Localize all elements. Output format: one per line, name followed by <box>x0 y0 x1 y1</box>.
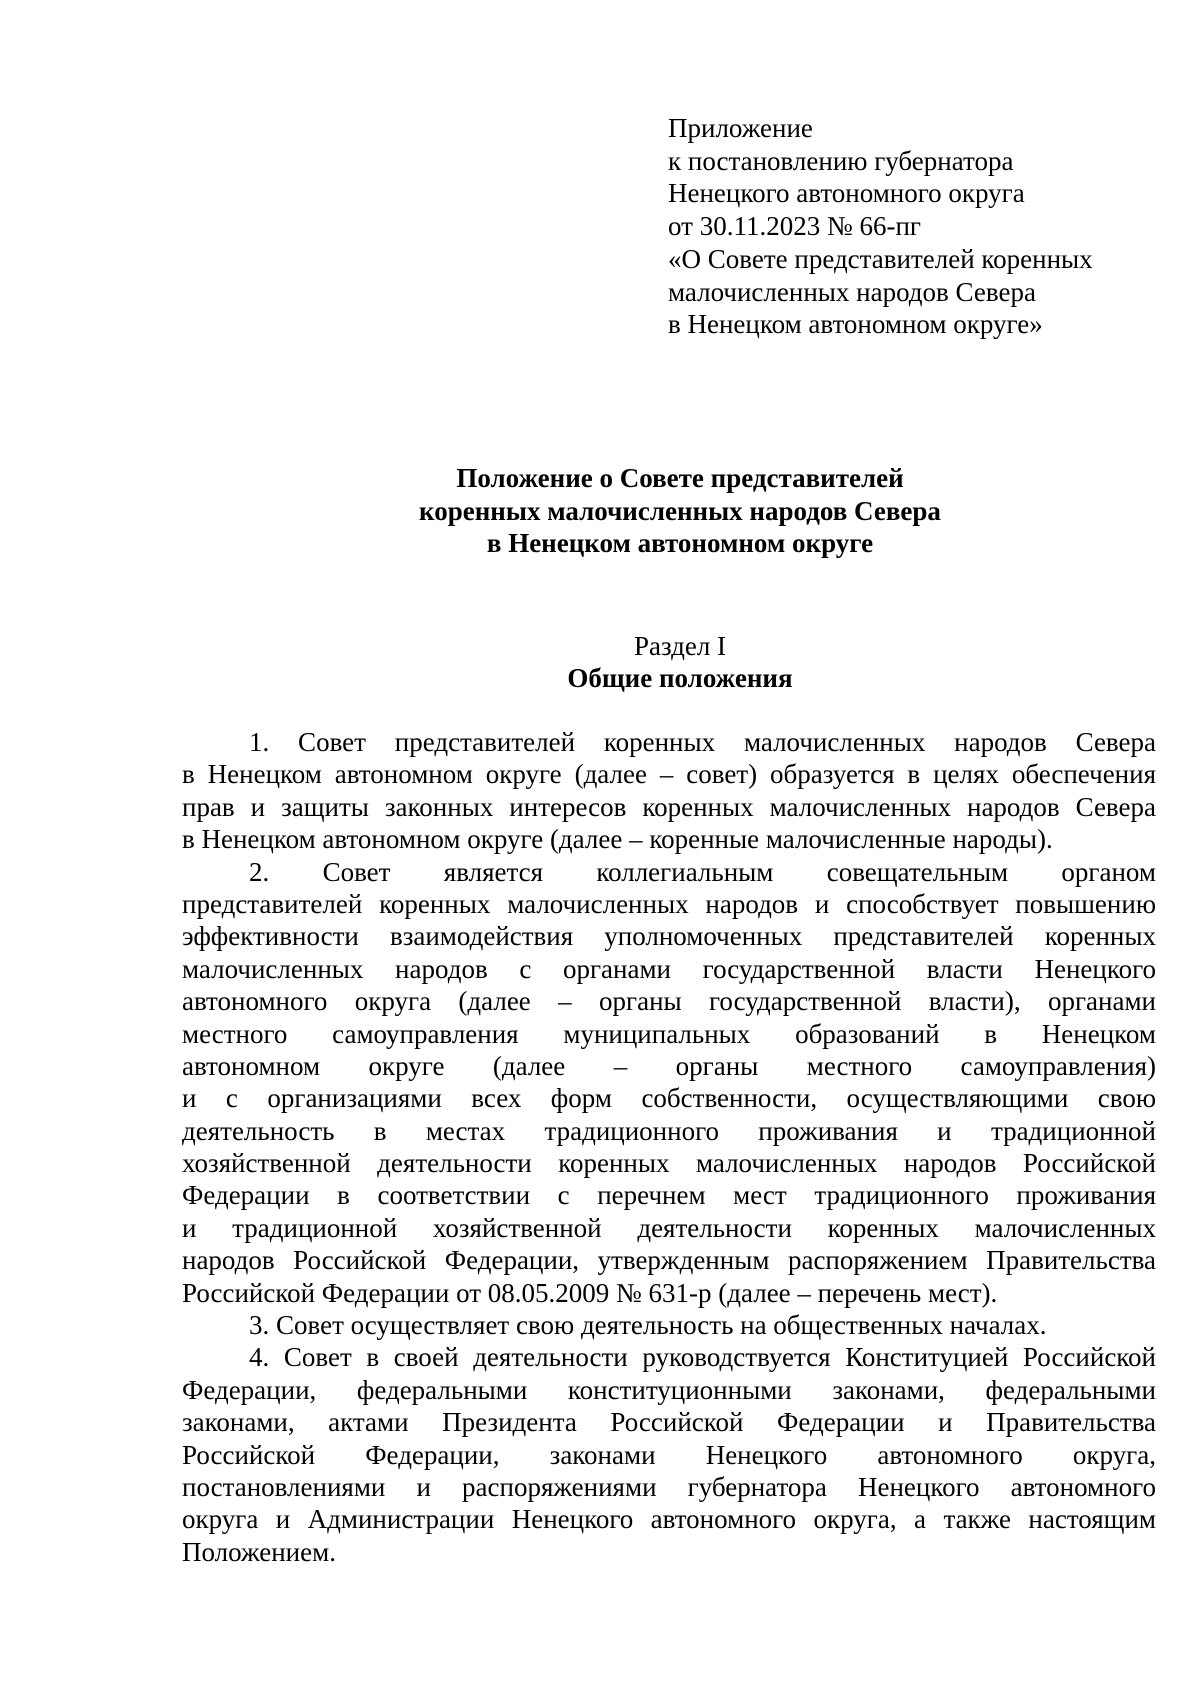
appendix-line: Приложение <box>668 113 813 143</box>
appendix-line: Ненецкого автономного округа <box>668 178 1025 209</box>
appendix-line: «О Совете представителей коренных <box>668 243 1093 274</box>
paragraph-line: малочисленных народов с органами государственной власти Ненецкого <box>182 953 1156 984</box>
appendix-line: в Ненецком автономном округе» <box>668 309 1043 340</box>
title-line: Положение о Совете представителей <box>456 463 904 493</box>
paragraph-1 <box>182 726 1156 856</box>
paragraph-line: законами, актами Президента Российской Федерации и Правительства <box>182 1407 1156 1438</box>
appendix-block <box>668 112 1148 341</box>
appendix-line: от 30.11.2023 № 66-пг <box>668 211 921 242</box>
paragraph-line: прав и защиты законных интересов коренных малочисленных народов Севера <box>182 791 1156 822</box>
paragraph-line: Российской Федерации от 08.05.2009 № 631-р (далее – перечень мест). <box>182 1277 998 1308</box>
paragraph-line: деятельность в местах традиционного проживания и традиционной <box>182 1115 1156 1146</box>
paragraph-4 <box>182 1341 1156 1568</box>
title-line: в Ненецком автономном округе <box>486 528 874 558</box>
paragraph-line: 3. Совет осуществляет свою деятельность на общественных началах. <box>249 1310 1047 1341</box>
appendix-line: к постановлению губернатора <box>668 145 1014 176</box>
title-line: коренных малочисленных народов Севера <box>419 495 941 526</box>
paragraph-line: Положением. <box>182 1536 336 1567</box>
paragraph-line: народов Российской Федерации, утвержденным распоряжением Правительства <box>182 1245 1156 1276</box>
appendix-line: малочисленных народов Севера <box>668 276 1036 307</box>
paragraph-line: округа и Администрации Ненецкого автономного округа, а также настоящим <box>182 1504 1156 1535</box>
paragraph-line: 2. Совет является коллегиальным совещательным органом <box>249 856 1156 887</box>
section-number: Раздел I <box>633 631 727 661</box>
paragraph-line: эффективности взаимодействия уполномоченных представителей коренных <box>182 921 1156 952</box>
paragraph-line: автономного округа (далее – органы государственной власти), органами <box>182 986 1156 1017</box>
paragraph-line: Федерации, федеральными конституционными законами, федеральными <box>182 1374 1156 1405</box>
paragraph-line: и традиционной хозяйственной деятельности коренных малочисленных <box>182 1212 1156 1243</box>
paragraph-3 <box>182 1309 1156 1341</box>
section-title: Общие положения <box>567 663 793 693</box>
paragraph-line: постановлениями и распоряжениями губернатора Ненецкого автономного <box>182 1471 1156 1502</box>
paragraph-line: автономном округе (далее – органы местного самоуправления) <box>182 1050 1156 1081</box>
paragraph-line: Российской Федерации, законами Ненецкого автономного округа, <box>182 1439 1156 1470</box>
document-body <box>182 726 1156 1568</box>
paragraph-line: и с организациями всех форм собственности, осуществляющими свою <box>182 1083 1156 1114</box>
paragraph-line: 1. Совет представителей коренных малочисленных народов Севера <box>249 727 1156 757</box>
document-title <box>180 462 1180 560</box>
paragraph-line: в Ненецком автономном округе (далее – совет) образуется в целях обеспечения <box>182 759 1156 790</box>
paragraph-line: местного самоуправления муниципальных образований в Ненецком <box>182 1018 1156 1049</box>
paragraph-line: Федерации в соответствии с перечнем мест традиционного проживания <box>182 1180 1156 1211</box>
paragraph-line: в Ненецком автономном округе (далее – коренные малочисленные народы). <box>182 824 1053 855</box>
paragraph-line: представителей коренных малочисленных народов и способствует повышению <box>182 888 1156 919</box>
paragraph-line: 4. Совет в своей деятельности руководствуется Конституцией Российской <box>249 1342 1156 1373</box>
paragraph-2 <box>182 856 1156 1309</box>
paragraph-line: хозяйственной деятельности коренных малочисленных народов Российской <box>182 1148 1156 1179</box>
